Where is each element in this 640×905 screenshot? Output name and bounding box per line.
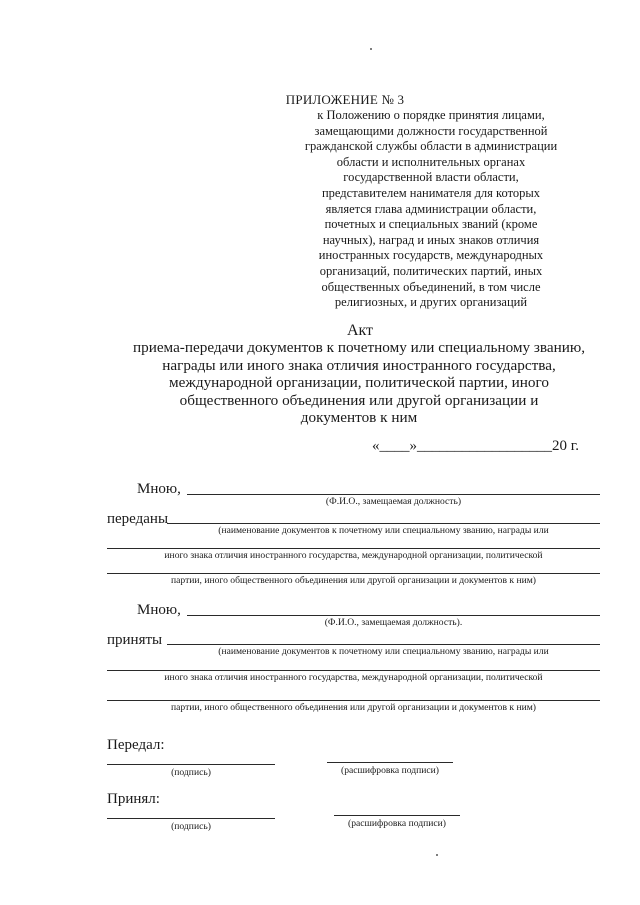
appendix-title: ПРИЛОЖЕНИЕ № 3 xyxy=(285,92,405,107)
transferred-label: переданы xyxy=(107,511,169,527)
appendix-text xyxy=(300,108,562,311)
appendix-line: почетных и специальных званий (кроме xyxy=(324,217,538,232)
appendix-line: к Положению о порядке принятия лицами, xyxy=(317,108,545,122)
appendix-line: организаций, политических партий, иных xyxy=(319,263,543,278)
by-me-label-2: Мною, xyxy=(137,602,181,618)
hint-docs-2c: партии, иного общественного объединения или другой организации и документов к ним) xyxy=(171,702,536,713)
hint-fio-1: (Ф.И.О., замещаемая должность) xyxy=(325,496,462,507)
act-title: Акт xyxy=(346,322,374,339)
act-subtitle-line: награды или иного знака отличия иностранного государства, xyxy=(162,356,556,374)
docs-line-1b xyxy=(107,548,600,549)
docs-line-2c xyxy=(107,700,600,701)
received-label: Принял: xyxy=(107,791,160,807)
appendix-line: является глава администрации области, xyxy=(325,201,537,216)
act-subtitle-line: документов к ним xyxy=(300,409,418,426)
date-field: «____»__________________20 г. xyxy=(372,438,579,454)
docs-line-1c xyxy=(107,573,600,574)
appendix-line: научных), наград и иных знаков отличия xyxy=(322,232,540,247)
act-subtitle-line: приема-передачи документов к почетному или специальному званию, xyxy=(132,339,586,356)
appendix-line: религиозных, и других организаций xyxy=(334,295,528,310)
hint-docs-1b: иного знака отличия иностранного государства, международной организации, политической xyxy=(164,550,543,561)
hint-docs-2b: иного знака отличия иностранного государства, международной организации, политической xyxy=(164,672,543,683)
hint-decoding-1: (расшифровка подписи) xyxy=(341,765,439,776)
fio-line-2 xyxy=(187,615,600,616)
by-me-label-1: Мною, xyxy=(137,481,181,497)
appendix-line: представителем нанимателя для которых xyxy=(321,185,541,200)
fio-line-1 xyxy=(187,494,600,495)
hint-signature-1: (подпись) xyxy=(171,767,211,778)
appendix-line: замещающими должности государственной xyxy=(314,123,548,138)
hint-signature-2: (подпись) xyxy=(171,821,211,832)
hint-docs-1a: (наименование документов к почетному или специальному званию, награды или xyxy=(218,525,549,536)
hint-docs-2a: (наименование документов к почетному или специальному званию, награды или xyxy=(218,646,549,657)
hint-docs-1c: партии, иного общественного объединения или другой организации и документов к ним) xyxy=(171,575,536,586)
accepted-label: приняты xyxy=(107,632,163,648)
docs-line-1a xyxy=(167,523,600,524)
appendix-line: иностранных государств, международных xyxy=(318,248,544,263)
decoding-line-2 xyxy=(334,815,460,816)
scan-speck xyxy=(436,854,438,856)
scan-speck xyxy=(370,48,372,50)
act-subtitle xyxy=(120,339,598,427)
hint-decoding-2: (расшифровка подписи) xyxy=(348,818,446,829)
appendix-line: области и исполнительных органах xyxy=(336,154,526,169)
appendix-line: государственной власти области, xyxy=(343,170,519,185)
signature-line-2 xyxy=(107,818,275,819)
act-subtitle-line: международной организации, политической партии, иного xyxy=(169,374,549,391)
act-subtitle-line: общественного объединения или другой организации и xyxy=(179,391,539,409)
decoding-line-1 xyxy=(327,762,453,763)
signature-line-1 xyxy=(107,764,275,765)
docs-line-2a xyxy=(167,644,600,645)
appendix-line: гражданской службы области в администрации xyxy=(304,139,558,154)
handed-over-label: Передал: xyxy=(107,737,165,753)
docs-line-2b xyxy=(107,670,600,671)
hint-fio-2: (Ф.И.О., замещаемая должность). xyxy=(324,617,463,628)
appendix-line: общественных объединений, в том числе xyxy=(321,279,541,294)
